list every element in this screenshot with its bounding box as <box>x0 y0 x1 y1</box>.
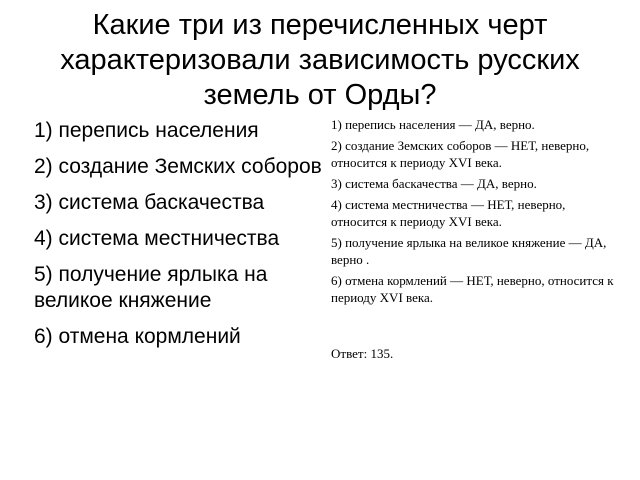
option-item: 6) отмена кормлений <box>34 325 241 348</box>
option-item: 4) система местничества <box>34 227 280 250</box>
answer-item: 5) получение ярлыка на великое княжение — ДА, верно . <box>331 235 607 267</box>
answer-item: 2) создание Земских соборов — НЕТ, неверно, относится к периоду XVI века. <box>331 138 590 170</box>
option-item: 1) перепись населения <box>34 119 259 142</box>
slide-title: Какие три из перечисленных черт характеризовали зависимость русских земель от Орды? <box>60 9 580 111</box>
final-answer: Ответ: 135. <box>331 346 394 361</box>
option-item: 3) система баскачества <box>34 191 265 214</box>
option-item: 2) создание Земских соборов <box>34 155 322 178</box>
options-list <box>34 118 324 360</box>
answer-item: 6) отмена кормлений — НЕТ, неверно, относится к периоду XVI века. <box>331 273 614 305</box>
answers-list <box>331 116 621 310</box>
answer-item: 4) система местничества — НЕТ, неверно, относится к периоду XVI века. <box>331 197 566 229</box>
option-item: 5) получение ярлыка на великое княжение <box>34 263 268 312</box>
answer-item: 1) перепись населения — ДА, верно. <box>331 117 535 132</box>
answer-item: 3) система баскачества — ДА, верно. <box>331 176 537 191</box>
